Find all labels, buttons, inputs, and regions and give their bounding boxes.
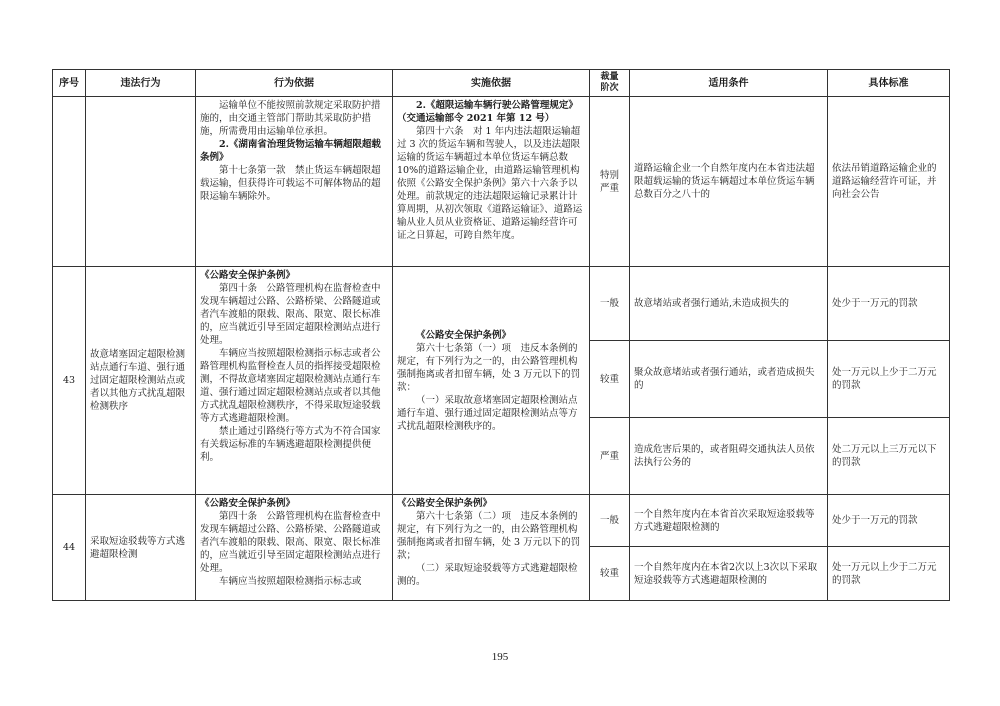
row42-level: 特别 严重 — [590, 97, 630, 267]
row42-basis-law2: 2.《湖南省治理货物运输车辆超限超载条例》 — [200, 139, 381, 163]
header-level — [590, 70, 630, 97]
header-standard: 具体标准 — [828, 70, 950, 97]
row44-basis-cell — [196, 495, 393, 601]
row44-standard-1: 处少于一万元的罚款 — [828, 495, 950, 547]
row44-basis-p1: 第四十条 公路管理机构在监督检查中发现车辆超过公路、公路桥梁、公路隧道或者汽车渡船的限载、限高、限宽、限长标准的，应当就近引导至固定超限检测站点进行处理。 — [200, 511, 381, 574]
header-condition: 适用条件 — [630, 70, 828, 97]
row44-impl-law: 《公路安全保护条例》 — [397, 498, 493, 509]
row44-condition-1: 一个自然年度内在本省首次采取短途驳载等方式逃避超限检测的 — [630, 495, 828, 547]
row43-condition-1: 故意堵站或者强行通站,未造成损失的 — [630, 267, 828, 341]
row43-level-2: 较重 — [590, 341, 630, 418]
row43-condition-2: 聚众故意堵站或者强行通站，或者造成损失的 — [630, 341, 828, 418]
row44-basis-p2: 车辆应当按照超限检测指示标志或 — [219, 576, 362, 587]
table-row-44-a — [53, 495, 950, 547]
header-row — [53, 70, 950, 97]
page-number: 195 — [491, 651, 509, 663]
row43-level-3: 严重 — [590, 418, 630, 495]
row44-impl-cell — [393, 495, 590, 601]
row42-impl-cell — [393, 97, 590, 267]
row42-basis-text2: 第十七条第一款 禁止货运车辆超限超载运输，但获得许可载运不可解体物品的超限运输车辆除外。 — [200, 165, 381, 202]
row43-level-1: 一般 — [590, 267, 630, 341]
table-row-42-cont — [53, 97, 950, 267]
row43-impl-law: 《公路安全保护条例》 — [416, 329, 512, 341]
row43-no: 43 — [53, 267, 86, 495]
row43-impl-p2: （一）采取故意堵塞固定超限检测站点通行车道、强行通过固定超限检测站点等方式扰乱超限检测秩序的。 — [397, 394, 578, 432]
row43-standard-1: 处少于一万元的罚款 — [828, 267, 950, 341]
row43-basis-p2: 车辆应当按照超限检测指示标志或者公路管理机构监督检查人员的指挥接受超限检测，不得故意堵塞固定超限检测站点通行车道、强行通过固定超限检测站点或者以其他方式扰乱超限检测秩序，不得采取短途驳载等方式逃避超限检测。 — [200, 348, 381, 424]
row43-impl-p1: 第六十七条第（一）项 违反本条例的规定，有下列行为之一的，由公路管理机构强制拖离或者扣留车辆，处 3 万元以下的罚款： — [397, 342, 581, 393]
row43-basis-p3: 禁止通过引路绕行等方式为不符合国家有关载运标准的车辆逃避超限检测提供便利。 — [200, 426, 381, 463]
row42-standard: 依法吊销道路运输企业的道路运输经营许可证，并向社会公告 — [828, 97, 950, 267]
row43-condition-3: 造成危害后果的，或者阻碍交通执法人员依法执行公务的 — [630, 418, 828, 495]
row43-standard-2: 处一万元以上少于二万元的罚款 — [828, 341, 950, 418]
penalty-table — [52, 69, 950, 601]
row44-impl-p1: 第六十七条第（二）项 违反本条例的规定，有下列行为之一的，由公路管理机构强制拖离或者扣留车辆，处 3 万元以下的罚款； — [397, 511, 581, 561]
row44-level-1: 一般 — [590, 495, 630, 547]
row44-condition-2: 一个自然年度内在本省2次以上3次以下采取短途驳载等方式逃避超限检测的 — [630, 547, 828, 601]
row43-basis-law: 《公路安全保护条例》 — [200, 270, 296, 281]
row43-basis-p1: 第四十条 公路管理机构在监督检查中发现车辆超过公路、公路桥梁、公路隧道或者汽车渡船的限载、限高、限宽、限长标准的，应当就近引导至固定超限检测站点进行处理。 — [200, 283, 381, 346]
header-violation: 违法行为 — [86, 70, 196, 97]
row43-basis-cell — [196, 267, 393, 495]
row42-impl-law2: 2.《超限运输车辆行驶公路管理规定》（交通运输部令 2021 年第 12 号） — [397, 100, 578, 124]
row44-impl-p2: （二）采取短途驳载等方式逃避超限检测的。 — [397, 563, 578, 587]
row44-level-2: 较重 — [590, 547, 630, 601]
table-row-43-a — [53, 267, 950, 341]
header-implementation: 实施依据 — [393, 70, 590, 97]
row42-impl-text2: 第四十六条 对 1 年内违法超限运输超过 3 次的货运车辆和驾驶人，以及违法超限运输的货运车辆超过本单位货运车辆总数 10%的道路运输企业，由道路运输管理机构依照《公路安全保护条例》第六十六条予以处理。前款规定的违法超限运输记录累计计算周期，从初次领取《道路运输证》、道路运输从业人员从业资格证、道路运输经营许可证之日算起，可跨自然年度。 — [397, 126, 583, 241]
row44-no: 44 — [53, 495, 86, 601]
header-level-text: 裁量阶次 — [600, 72, 619, 93]
row42-violation — [86, 97, 196, 267]
row44-basis-law: 《公路安全保护条例》 — [200, 498, 296, 509]
header-no: 序号 — [53, 70, 86, 97]
row43-violation: 故意堵塞固定超限检测站点通行车道、强行通过固定超限检测站点或者以其他方式扰乱超限检测秩序 — [86, 267, 196, 495]
row42-no — [53, 97, 86, 267]
row44-violation: 采取短途驳载等方式逃避超限检测 — [86, 495, 196, 601]
row43-impl-cell — [393, 267, 590, 495]
row42-condition: 道路运输企业一个自然年度内在本省违法超限超载运输的货运车辆超过本单位货运车辆总数百分之八十的 — [630, 97, 828, 267]
row42-basis-cont: 运输单位不能按照前款规定采取防护措施的，由交通主管部门帮助其采取防护措施，所需费用由运输单位承担。 — [200, 100, 381, 137]
header-basis: 行为依据 — [196, 70, 393, 97]
row43-standard-3: 处二万元以上三万元以下的罚款 — [828, 418, 950, 495]
row44-standard-2: 处一万元以上少于二万元的罚款 — [828, 547, 950, 601]
row42-basis-cell — [196, 97, 393, 267]
